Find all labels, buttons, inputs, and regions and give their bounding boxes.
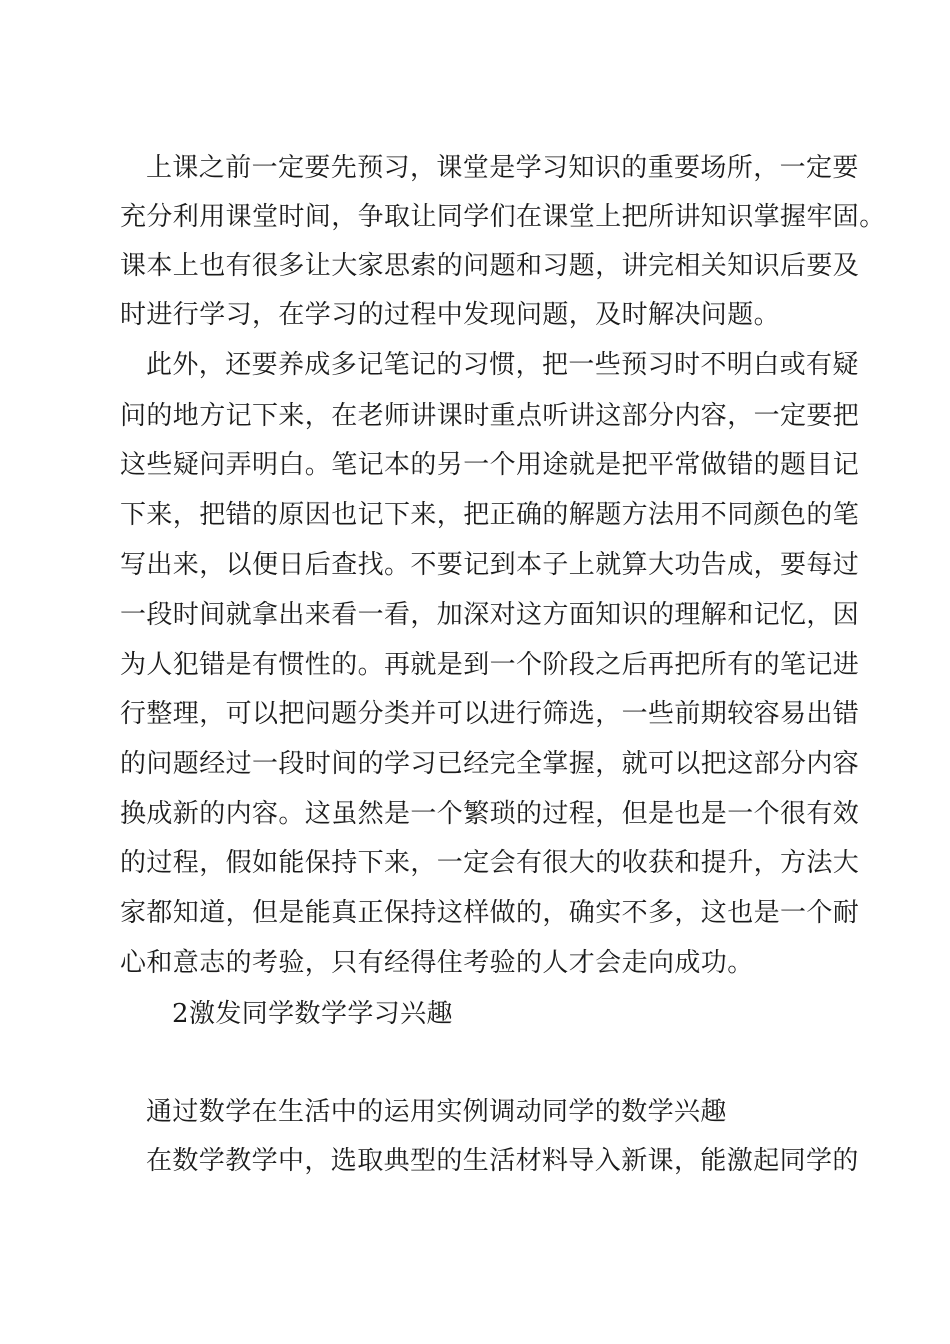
paragraph-2-line-8: 行整理，可以把问题分类并可以进行筛选，一些前期较容易出错 xyxy=(120,699,860,729)
paragraph-2-line-11: 的过程，假如能保持下来，一定会有很大的收获和提升，方法大 xyxy=(120,848,860,878)
paragraph-2-line-9: 的问题经过一段时间的学习已经完全掌握，就可以把这部分内容 xyxy=(120,749,860,779)
paragraph-1-line-3: 课本上也有很多让大家思索的问题和习题，讲完相关知识后要及 xyxy=(120,251,860,281)
paragraph-1-line-1: 上课之前一定要先预习，课堂是学习知识的重要场所，一定要 xyxy=(146,153,859,183)
paragraph-1-line-4: 时进行学习，在学习的过程中发现问题，及时解决问题。 xyxy=(120,300,781,330)
paragraph-2-line-1: 此外，还要养成多记笔记的习惯，把一些预习时不明白或有疑 xyxy=(146,350,859,380)
section-heading: 2激发同学数学学习兴趣 xyxy=(172,999,453,1029)
paragraph-2-line-12: 家都知道，但是能真正保持这样做的，确实不多，这也是一个耐 xyxy=(120,898,860,928)
paragraph-3-line-1: 在数学教学中，选取典型的生活材料导入新课，能激起同学的 xyxy=(146,1146,859,1176)
paragraph-2-line-7: 为人犯错是有惯性的。再就是到一个阶段之后再把所有的笔记进 xyxy=(120,650,860,680)
paragraph-2-line-3: 这些疑问弄明白。笔记本的另一个用途就是把平常做错的题目记 xyxy=(120,450,860,480)
paragraph-2-line-6: 一段时间就拿出来看一看，加深对这方面知识的理解和记忆，因 xyxy=(120,600,860,630)
paragraph-2-line-13: 心和意志的考验，只有经得住考验的人才会走向成功。 xyxy=(120,948,754,978)
paragraph-2-line-5: 写出来，以便日后查找。不要记到本子上就算大功告成，要每过 xyxy=(120,550,860,580)
paragraph-2-line-2: 问的地方记下来，在老师讲课时重点听讲这部分内容，一定要把 xyxy=(120,401,860,431)
paragraph-2-line-10: 换成新的内容。这虽然是一个繁琐的过程，但是也是一个很有效 xyxy=(120,799,860,829)
subheading: 通过数学在生活中的运用实例调动同学的数学兴趣 xyxy=(146,1097,727,1127)
paragraph-2-line-4: 下来，把错的原因也记下来，把正确的解题方法用不同颜色的笔 xyxy=(120,500,860,530)
paragraph-1-line-2: 充分利用课堂时间，争取让同学们在课堂上把所讲知识掌握牢固。 xyxy=(120,202,886,232)
